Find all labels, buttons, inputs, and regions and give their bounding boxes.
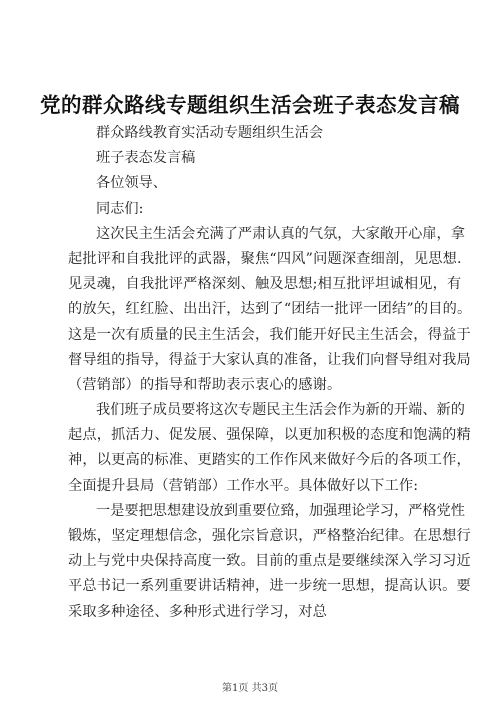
body-line: （营销部）的指导和帮助表示衷心的感谢。 [68,376,342,393]
body-line: 班子表态发言稿 [96,150,196,167]
body-line: 这次民主生活会充满了严肃认真的气氛，大家敞开心扉，拿 [96,225,465,242]
body-line: 动上与党中央保持高度一致。目前的重点是要继续深入学习习近 [68,553,471,570]
body-line: 这是一次有质量的民主生活会，我们能开好民主生活会，得益于 [68,326,471,343]
body-line: 群众路线教育实活动专题组织生活会 [96,125,324,141]
body-line: 采取多种途径、多种形式进行学习，对总 [68,603,327,620]
body-line: 神，以更高的标准、更踏实的工作作风来做好今后的各项工作， [68,452,471,469]
body-line: 全面提升县局（营销部）工作水平。具体做好以下工作: [68,477,419,494]
body-line: 见灵魂，自我批评严格深刻、触及思想;相互批评坦诚相见，有 [68,276,462,293]
body-line: 的放矢，红红脸、出出汗，达到了“团结一批评一团结”的目的。 [68,301,472,318]
body-line: 平总书记一系列重要讲话精神，进一步统一思想，提高认识。要 [68,578,471,595]
body-line: 起批评和自我批评的武器，聚焦“四风”问题深查细剖，见思想. [68,250,462,267]
page-footer: 第1页 共3页 [222,683,278,694]
document-body [68,121,472,625]
body-line: 各位领导、 [96,175,167,192]
body-line: 锻炼，坚定理想信念，强化宗旨意识，严格整治纪律。在思想行 [68,528,471,544]
body-line: 同志们: [96,200,144,217]
body-line: 起点，抓活力、促发展、强保障，以更加积极的态度和饱满的精 [68,427,471,444]
document-title: 党的群众路线专题组织生活会班子表态发言稿 [40,93,460,117]
body-line: 我们班子成员要将这次专题民主生活会作为新的开端、新的 [96,402,465,419]
body-line: 督导组的指导，得益于大家认真的准备，让我们向督导组对我局 [68,351,471,368]
body-line: 一是要把思想建设放到重要位臵，加强理论学习，严格党性 [96,502,465,519]
